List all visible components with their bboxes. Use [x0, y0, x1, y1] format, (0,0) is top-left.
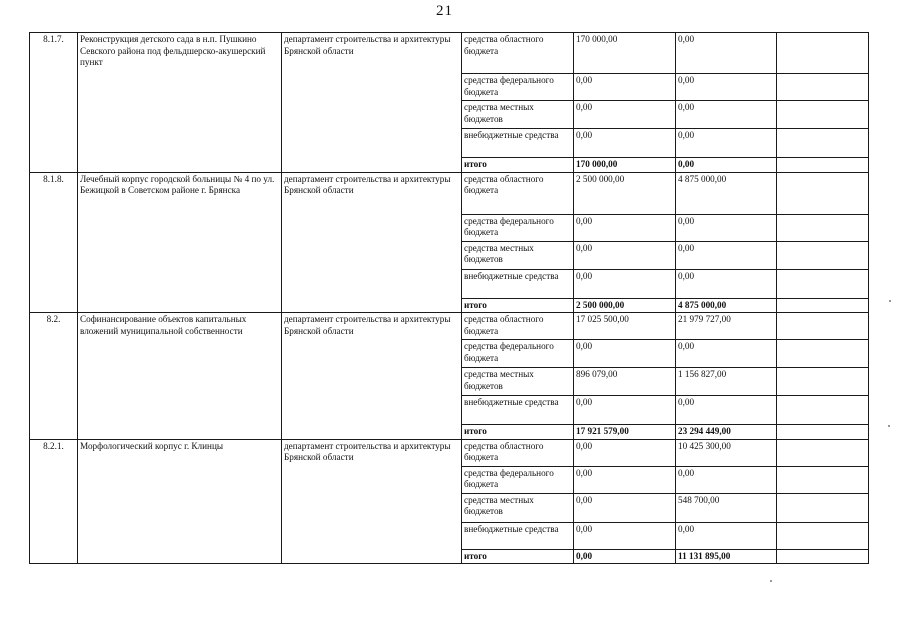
funding-source: средства областного бюджета	[462, 33, 574, 74]
item-number: 8.2.	[30, 313, 78, 440]
empty-cell	[777, 101, 869, 129]
amount-1: 170 000,00	[574, 33, 676, 74]
amount-2: 4 875 000,00	[676, 298, 777, 313]
amount-2: 0,00	[676, 101, 777, 129]
amount-1: 0,00	[574, 493, 676, 522]
amount-2: 0,00	[676, 466, 777, 493]
item-number: 8.1.8.	[30, 172, 78, 313]
item-number: 8.2.1.	[30, 439, 78, 564]
empty-cell	[777, 33, 869, 74]
amount-2: 23 294 449,00	[676, 425, 777, 440]
empty-cell	[777, 241, 869, 269]
funding-source: внебюджетные средства	[462, 269, 574, 298]
scan-speck	[888, 425, 890, 427]
amount-1: 0,00	[574, 74, 676, 101]
funding-source: средства федерального бюджета	[462, 340, 574, 368]
item-name: Лечебный корпус городской больницы № 4 по ул. Бежицкой в Советском районе г. Брянска	[78, 172, 282, 313]
amount-2: 0,00	[676, 522, 777, 549]
item-name: Софинансирование объектов капитальных вложений муниципальной собственности	[78, 313, 282, 440]
amount-2: 10 425 300,00	[676, 439, 777, 466]
funding-source: средства областного бюджета	[462, 439, 574, 466]
scan-speck	[889, 300, 891, 302]
table-row	[30, 33, 869, 74]
item-name: Морфологический корпус г. Клинцы	[78, 439, 282, 564]
funding-source: итого	[462, 158, 574, 173]
amount-2: 0,00	[676, 396, 777, 425]
funding-source: средства местных бюджетов	[462, 241, 574, 269]
item-department: департамент строительства и архитектуры Брянской области	[282, 313, 462, 440]
funding-source: внебюджетные средства	[462, 396, 574, 425]
amount-1: 0,00	[574, 129, 676, 158]
item-department: департамент строительства и архитектуры Брянской области	[282, 172, 462, 313]
empty-cell	[777, 129, 869, 158]
table-row	[30, 313, 869, 340]
empty-cell	[777, 313, 869, 340]
empty-cell	[777, 269, 869, 298]
item-department: департамент строительства и архитектуры Брянской области	[282, 33, 462, 173]
empty-cell	[777, 493, 869, 522]
amount-1: 170 000,00	[574, 158, 676, 173]
amount-1: 17 025 500,00	[574, 313, 676, 340]
empty-cell	[777, 549, 869, 564]
amount-1: 17 921 579,00	[574, 425, 676, 440]
page-number: 21	[436, 3, 453, 19]
amount-1: 0,00	[574, 101, 676, 129]
item-department: департамент строительства и архитектуры Брянской области	[282, 439, 462, 564]
amount-2: 21 979 727,00	[676, 313, 777, 340]
amount-2: 548 700,00	[676, 493, 777, 522]
empty-cell	[777, 466, 869, 493]
amount-1: 0,00	[574, 396, 676, 425]
amount-2: 0,00	[676, 340, 777, 368]
funding-source: итого	[462, 298, 574, 313]
funding-source: итого	[462, 425, 574, 440]
amount-1: 2 500 000,00	[574, 298, 676, 313]
funding-source: средства федерального бюджета	[462, 74, 574, 101]
table-row	[30, 439, 869, 466]
amount-2: 0,00	[676, 158, 777, 173]
empty-cell	[777, 439, 869, 466]
budget-table	[29, 32, 869, 564]
amount-2: 1 156 827,00	[676, 368, 777, 396]
funding-source: средства федерального бюджета	[462, 214, 574, 241]
funding-source: средства областного бюджета	[462, 172, 574, 214]
empty-cell	[777, 172, 869, 214]
funding-source: средства местных бюджетов	[462, 493, 574, 522]
amount-2: 0,00	[676, 129, 777, 158]
empty-cell	[777, 425, 869, 440]
empty-cell	[777, 214, 869, 241]
item-number: 8.1.7.	[30, 33, 78, 173]
amount-1: 0,00	[574, 269, 676, 298]
amount-2: 0,00	[676, 33, 777, 74]
table-row	[30, 172, 869, 214]
amount-2: 0,00	[676, 74, 777, 101]
empty-cell	[777, 298, 869, 313]
amount-2: 0,00	[676, 269, 777, 298]
funding-source: итого	[462, 549, 574, 564]
amount-1: 0,00	[574, 241, 676, 269]
amount-1: 0,00	[574, 466, 676, 493]
funding-source: средства областного бюджета	[462, 313, 574, 340]
amount-2: 11 131 895,00	[676, 549, 777, 564]
funding-source: средства местных бюджетов	[462, 368, 574, 396]
amount-1: 0,00	[574, 439, 676, 466]
funding-source: внебюджетные средства	[462, 129, 574, 158]
amount-1: 0,00	[574, 522, 676, 549]
funding-source: средства местных бюджетов	[462, 101, 574, 129]
empty-cell	[777, 340, 869, 368]
amount-2: 0,00	[676, 241, 777, 269]
empty-cell	[777, 396, 869, 425]
amount-1: 0,00	[574, 549, 676, 564]
amount-2: 4 875 000,00	[676, 172, 777, 214]
amount-1: 896 079,00	[574, 368, 676, 396]
amount-1: 2 500 000,00	[574, 172, 676, 214]
empty-cell	[777, 158, 869, 173]
scan-speck	[770, 580, 772, 582]
funding-source: средства федерального бюджета	[462, 466, 574, 493]
amount-1: 0,00	[574, 214, 676, 241]
funding-source: внебюджетные средства	[462, 522, 574, 549]
empty-cell	[777, 522, 869, 549]
amount-2: 0,00	[676, 214, 777, 241]
amount-1: 0,00	[574, 340, 676, 368]
empty-cell	[777, 368, 869, 396]
item-name: Реконструкция детского сада в н.п. Пушкино Севского района под фельдшерско-акушерский пункт	[78, 33, 282, 173]
empty-cell	[777, 74, 869, 101]
